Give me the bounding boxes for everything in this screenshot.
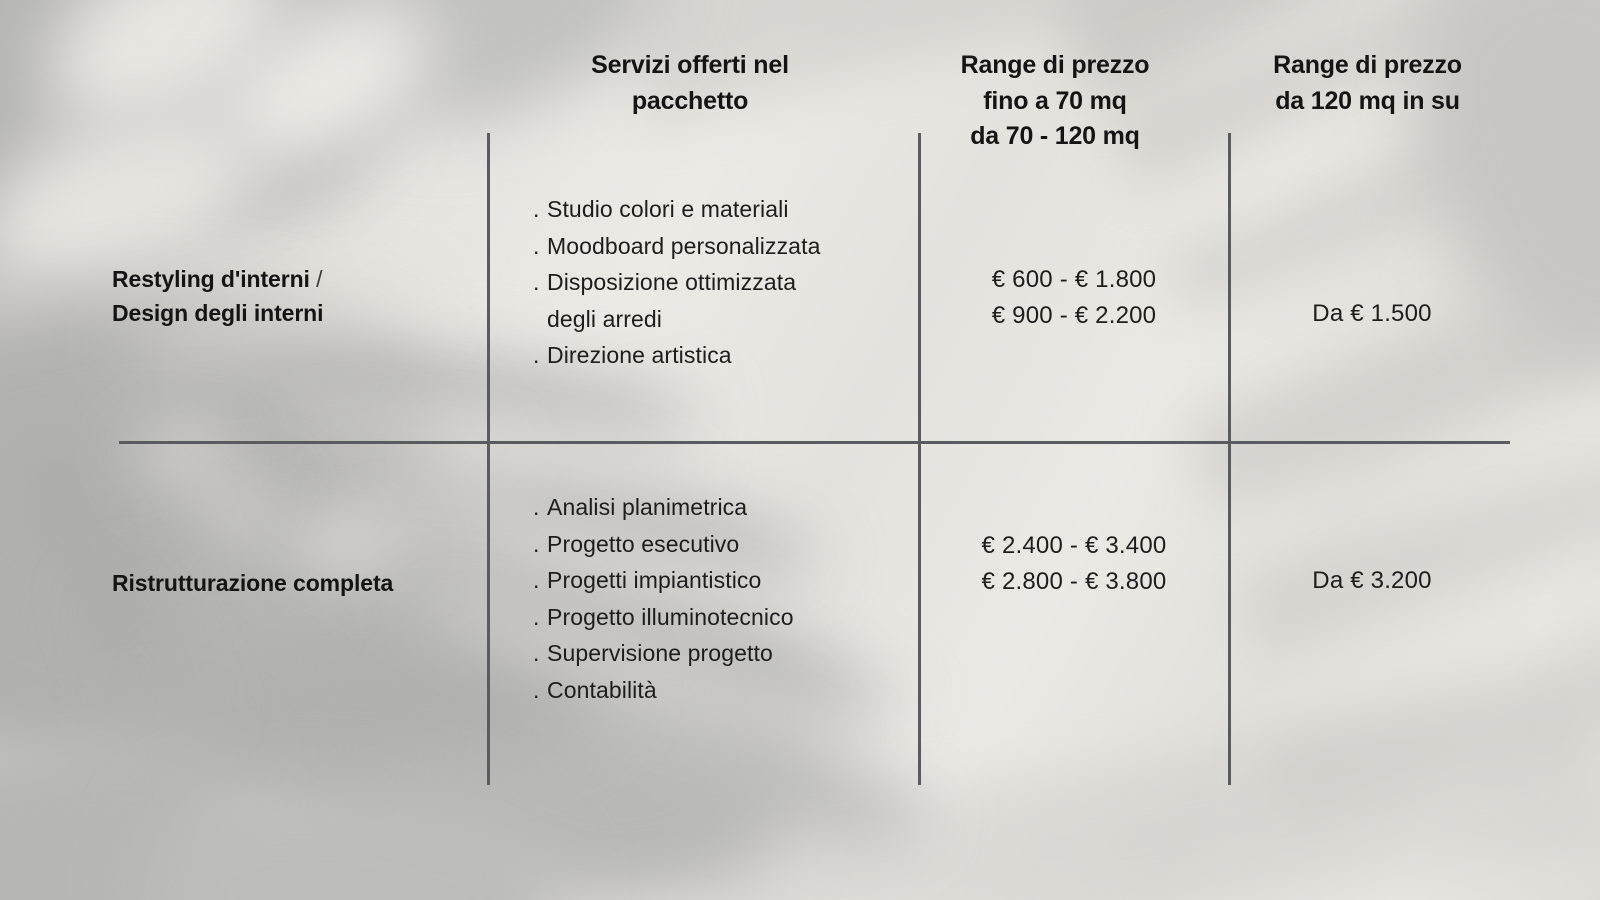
row-label-ristrutturazione-line1: Ristrutturazione completa	[112, 570, 394, 596]
column-header-price-small	[925, 48, 1185, 155]
column-divider-1	[487, 133, 490, 785]
row-label-restyling-line1	[112, 262, 482, 296]
column-header-price-small-line3: da 70 - 120 mq	[970, 122, 1140, 150]
price-large-ristrutturazione: Da € 3.200	[1312, 567, 1432, 594]
column-header-price-large-line2: da 120 mq in su	[1275, 86, 1460, 115]
column-header-services	[500, 48, 880, 119]
service-item-label: Progetto illuminotecnico	[547, 603, 794, 630]
services-list-restyling	[533, 191, 820, 374]
price-small-restyling-line2: € 900 - € 2.200	[991, 302, 1157, 329]
service-item-label: Progetti impiantistico	[547, 567, 762, 593]
row-label-restyling-text1: Restyling d'interni	[112, 266, 310, 292]
services-list-ristrutturazione	[533, 489, 794, 708]
column-header-services-line2: pacchetto	[631, 86, 749, 115]
column-header-services-line1: Servizi offerti nel	[591, 51, 789, 79]
service-item	[533, 301, 820, 338]
column-header-price-large	[1235, 48, 1500, 119]
price-small-restyling-line1: € 600 - € 1.800	[991, 266, 1157, 293]
service-bullet-icon: .	[533, 342, 540, 368]
service-bullet-icon: .	[533, 567, 540, 593]
service-item-label: degli arredi	[547, 305, 662, 332]
service-item	[533, 635, 794, 672]
price-small-restyling	[921, 262, 1227, 334]
service-item-label: Studio colori e materiali	[547, 196, 789, 222]
service-item	[533, 337, 820, 374]
service-item	[533, 672, 794, 709]
service-bullet-icon: .	[533, 269, 540, 295]
row-divider	[119, 441, 1510, 444]
service-item	[533, 264, 820, 301]
row-label-separator: /	[316, 266, 323, 292]
service-item	[533, 562, 794, 599]
column-header-price-large-line1: Range di prezzo	[1273, 51, 1462, 79]
service-bullet-icon: .	[533, 676, 540, 703]
service-bullet-icon: .	[533, 640, 540, 666]
service-item-label: Analisi planimetrica	[547, 494, 748, 520]
service-bullet-icon: .	[533, 494, 540, 520]
service-bullet-icon: .	[533, 603, 540, 630]
column-divider-2	[918, 133, 921, 785]
row-label-restyling-line2: Design degli interni	[112, 300, 324, 327]
service-item	[533, 489, 794, 526]
row-label-ristrutturazione	[112, 566, 482, 600]
service-bullet-icon: .	[533, 232, 540, 259]
price-large-restyling: Da € 1.500	[1312, 300, 1432, 327]
service-item-label: Contabilità	[547, 676, 657, 703]
service-item-label: Supervisione progetto	[547, 640, 773, 666]
column-divider-3	[1228, 133, 1231, 785]
price-small-ristrutturazione	[921, 528, 1227, 600]
service-item-label: Progetto esecutivo	[547, 530, 740, 557]
service-bullet-icon: .	[533, 530, 540, 557]
price-small-ristrutturazione-line2: € 2.800 - € 3.800	[981, 568, 1167, 595]
column-header-price-small-line1: Range di prezzo	[960, 51, 1150, 79]
service-item	[533, 228, 820, 265]
service-item	[533, 191, 820, 228]
service-bullet-icon: .	[533, 196, 540, 222]
row-label-restyling	[112, 262, 482, 330]
price-small-ristrutturazione-line1: € 2.400 - € 3.400	[981, 532, 1167, 559]
service-item	[533, 599, 794, 636]
column-header-price-small-line2: fino a 70 mq	[983, 86, 1127, 115]
service-item-label: Direzione artistica	[547, 342, 732, 368]
service-item-label: Disposizione ottimizzata	[547, 269, 797, 295]
service-item-label: Moodboard personalizzata	[547, 232, 821, 259]
service-item	[533, 526, 794, 563]
